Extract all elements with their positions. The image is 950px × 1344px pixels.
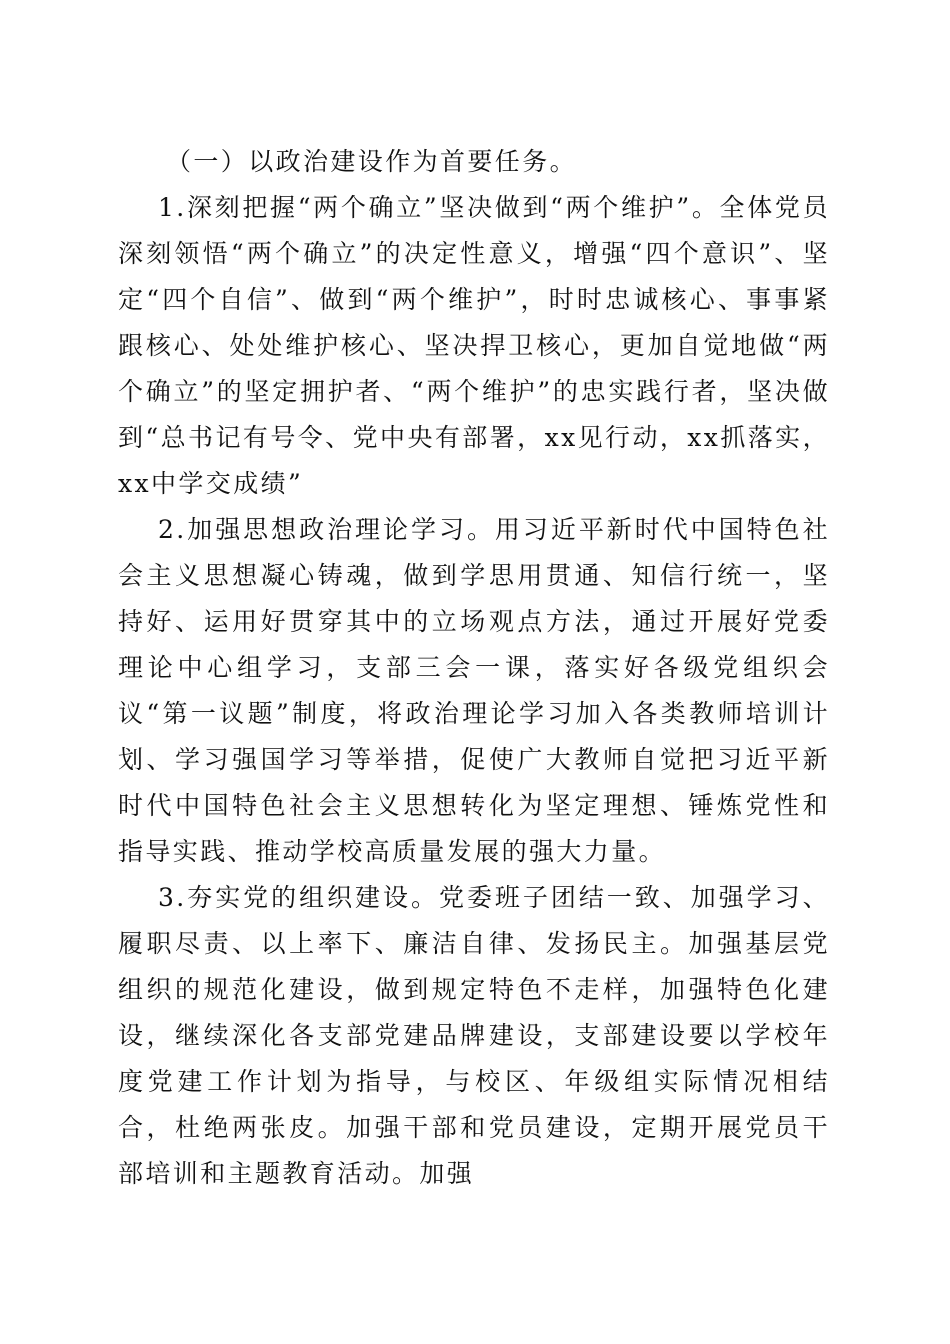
paragraph-2: 2.加强思想政治理论学习。用习近平新时代中国特色社会主义思想凝心铸魂，做到学思用贯通、知信行统一，坚持好、运用好贯穿其中的立场观点方法，通过开展好党委理论中心组学习，支部三会一课，落实好各级党组织会议“第一议题”制度，将政治理论学习加入各类教师培训计划、学习强国学习等举措，促使广大教师自觉把习近平新时代中国特色社会主义思想转化为坚定理想、锤炼党性和指导实践、推动学校高质量发展的强大力量。 (118, 515, 830, 866)
document-body (118, 139, 830, 1197)
paragraph-3: 3.夯实党的组织建设。党委班子团结一致、加强学习、履职尽责、以上率下、廉洁自律、发扬民主。加强基层党组织的规范化建设，做到规定特色不走样，加强特色化建设，继续深化各支部党建品牌建设，支部建设要以学校年度党建工作计划为指导，与校区、年级组实际情况相结合，杜绝两张皮。加强干部和党员建设，定期开展党员干部培训和主题教育活动。加强 (118, 883, 830, 1188)
section-heading: （一）以政治建设作为首要任务。 (166, 147, 578, 176)
paragraph-1: 1.深刻把握“两个确立”坚决做到“两个维护”。全体党员深刻领悟“两个确立”的决定性意义，增强“四个意识”、坚定“四个自信”、做到“两个维护”，时时忠诚核心、事事紧跟核心、处处维护核心、坚决捍卫核心，更加自觉地做“两个确立”的坚定拥护者、“两个维护”的忠实践行者，坚决做到“总书记有号令、党中央有部署，xx见行动，xx抓落实，xx中学交成绩” (118, 193, 830, 498)
